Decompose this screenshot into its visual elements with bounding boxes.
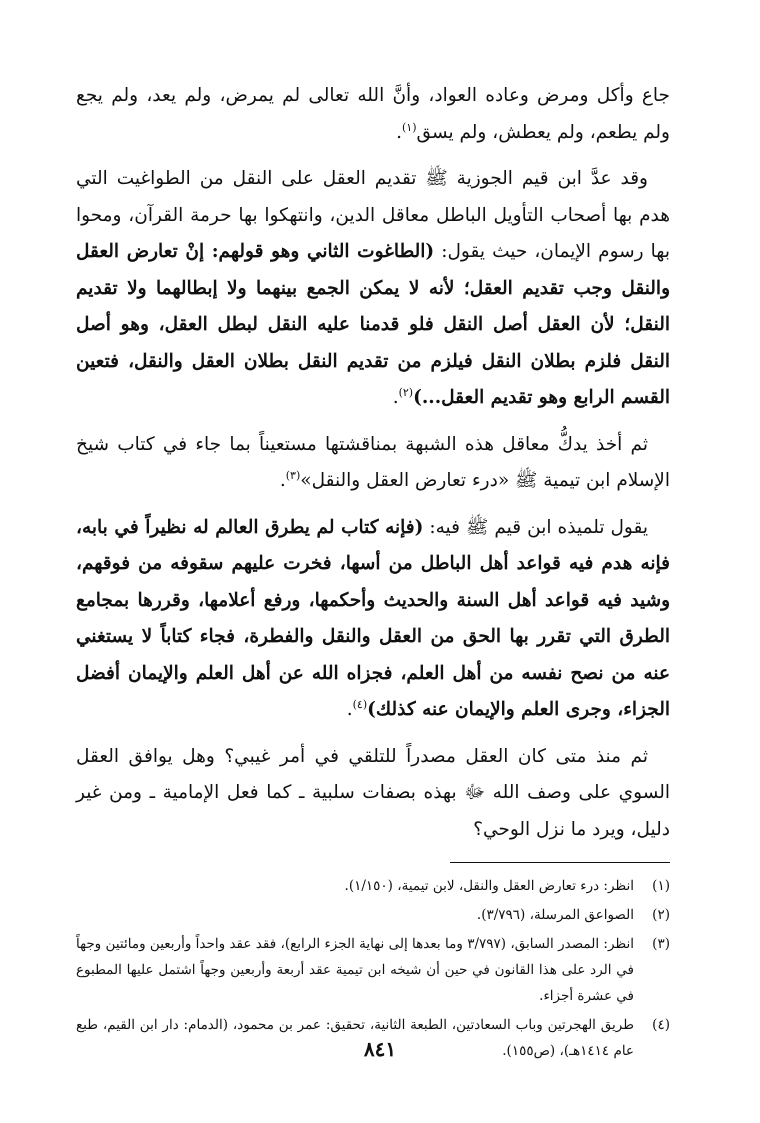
footnote-ref-3[interactable]: (٣)	[285, 468, 301, 482]
paragraph-1	[76, 78, 670, 151]
footnote-number: (٣)	[652, 936, 670, 952]
paragraph-4	[76, 510, 670, 729]
footnote-ref-2[interactable]: (٢)	[398, 385, 414, 399]
paragraph-4-text: يقول تلميذه ابن قيم ﷺ فيه:	[423, 516, 648, 538]
paragraph-5	[76, 739, 670, 849]
footnote-1	[76, 873, 670, 899]
paragraph-2-end: .	[392, 387, 399, 408]
paragraph-4-quote: (فإنه كتاب لم يطرق العالم له نظيراً في بابه، فإنه هدم فيه قواعد أهل الباطل من أسها، فخرت عليهم سقوفه من فوقهم، وشيد فيه قواعد أهل السنة والحديث وأحكمها، ورفع أعلامها، وقررها بمجامع الطرق التي تقرر بها الحق من العقل والنقل والفطرة، فجاء كتاباً لا يستغني عنه من نصح نفسه من أهل العلم، فجزاه الله عن أهل العلم والإيمان أفضل الجزاء، وجرى العلم والإيمان عنه كذلك)	[76, 516, 670, 720]
footnote-number: (١)	[652, 878, 670, 894]
footnote-number: (٢)	[652, 907, 670, 923]
paragraph-1-end: .	[396, 121, 402, 143]
paragraph-2-text: وقد عدَّ ابن قيم الجوزية ﷺ تقديم العقل على النقل من الطواغيت التي هدم بها أصحاب التأويل الباطل معاقل الدين، وانتهكوا بها حرمة القرآن، ومحوا بها رسوم الإيمان، حيث يقول:	[76, 168, 670, 262]
paragraph-1-text: جاع وأكل ومرض وعاده العواد، وأنَّ الله تعالى لم يمرض، ولم يعد، ولم يجع ولم يطعم، ولم يعطش، ولم يسق	[76, 85, 670, 143]
paragraph-3-text: ثم أخذ يدكُّ معاقل هذه الشبهة بمناقشتها مستعيناً بما جاء في كتاب شيخ الإسلام ابن تيمية ﷺ «درء تعارض العقل والنقل»	[76, 433, 670, 491]
footnote-text: انظر: المصدر السابق، (٣/٧٩٧ وما بعدها إلى نهاية الجزء الرابع)، فقد عقد واحداً وأربعين ومائتين وجهاً في الرد على هذا القانون في حين أن شيخه ابن تيمية عقد أربعة وأربعين وجهاً اشتمل عليها المطبوع في عشرة أجزاء.	[76, 936, 634, 1004]
footnote-2	[76, 902, 670, 928]
footnote-ref-1[interactable]: (١)	[402, 120, 417, 134]
paragraph-3-end: .	[279, 470, 286, 491]
paragraph-3	[76, 427, 670, 500]
footnotes	[76, 873, 670, 1064]
footnote-3	[76, 931, 670, 1009]
footnote-text: انظر: درء تعارض العقل والنقل، لابن تيمية، (١/١٥٠).	[344, 878, 634, 894]
footnote-number: (٤)	[652, 1017, 670, 1033]
page-content	[76, 78, 670, 1067]
page-number: ٨٤١	[363, 1037, 397, 1061]
footnote-divider	[450, 862, 670, 863]
paragraph-4-end: .	[346, 699, 353, 720]
footnote-text: طريق الهجرتين وباب السعادتين، الطبعة الثانية، تحقيق: عمر بن محمود، (الدمام: دار ابن القيم، طبع عام ١٤١٤هـ)، (ص١٥٥).	[76, 1017, 634, 1059]
paragraph-2	[76, 161, 670, 417]
paragraph-5-text: ثم منذ متى كان العقل مصدراً للتلقي في أمر غيبي؟ وهل يوافق العقل السوي على وصف الله ﷻ بهذه بصفات سلبية ـ كما فعل الإمامية ـ ومن غير دليل، ويرد ما نزل الوحي؟	[76, 745, 670, 840]
footnote-text: الصواعق المرسلة، (٣/٧٩٦).	[476, 907, 634, 923]
footnote-ref-4[interactable]: (٤)	[352, 697, 368, 711]
paragraph-2-quote: (الطاغوت الثاني وهو قولهم: إنْ تعارض العقل والنقل وجب تقديم العقل؛ لأنه لا يمكن الجمع بينهما ولا إبطالهما ولا تقديم النقل؛ لأن العقل أصل النقل فلو قدمنا عليه النقل لبطل العقل، وهو أصل النقل فلزم بطلان النقل فيلزم من تقديم النقل بطلان العقل والنقل، فتعين القسم الرابع وهو تقديم العقل...)	[76, 241, 670, 408]
